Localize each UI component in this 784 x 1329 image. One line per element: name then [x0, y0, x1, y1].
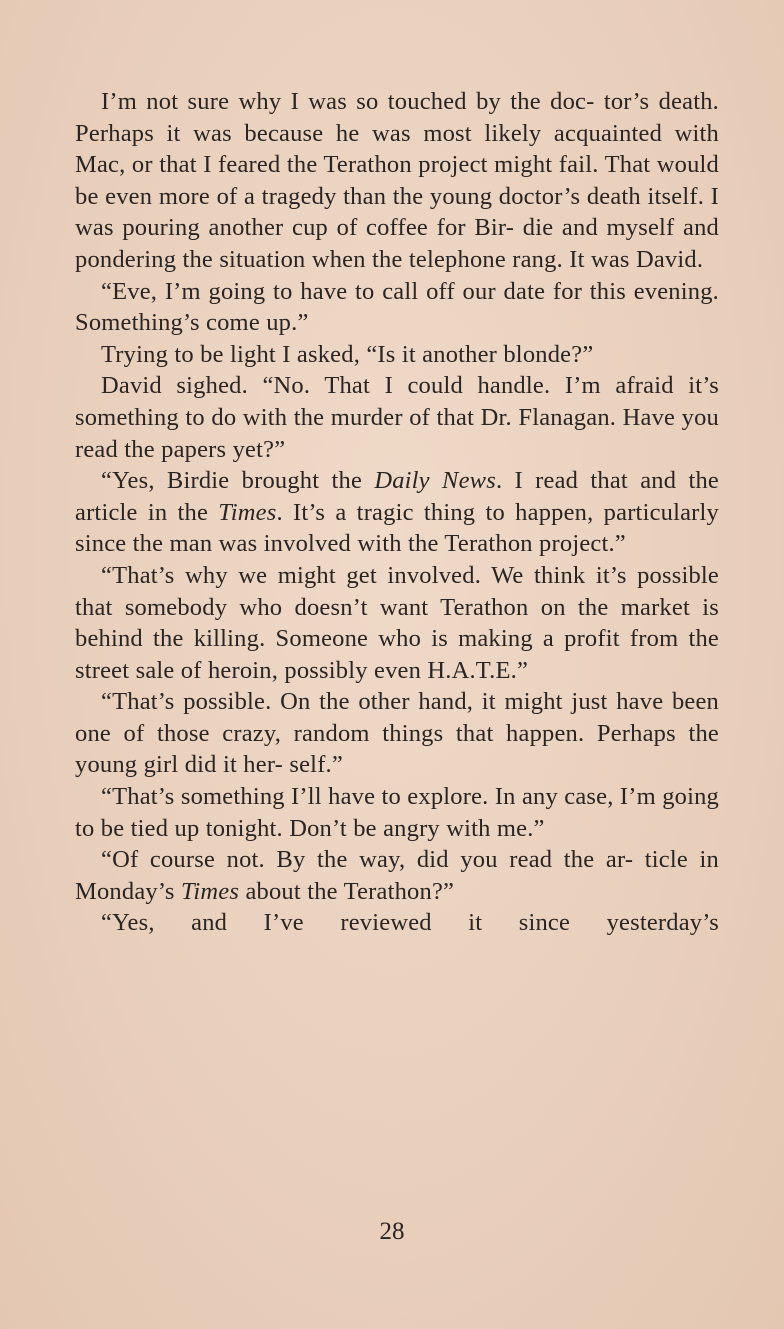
line: “That’s possible. On the other hand, it might: [101, 688, 572, 716]
line: “That’s why we might get involved. We think: [101, 561, 596, 589]
line: the telephone rang. It was David.: [372, 245, 704, 273]
line: Trying to be light I asked, “Is it another: [101, 340, 504, 368]
line: I’m not sure why I was so touched by the doc-: [101, 88, 604, 115]
line: Dr. Flanagan. Have you read the papers yet?”: [75, 403, 719, 463]
line: afraid it’s something to do with the murder of that: [75, 372, 720, 431]
line: “That’s something I’ll have to explore. In any: [101, 783, 565, 811]
line: self.”: [289, 751, 343, 779]
line: case, I’m going to be tied up tonight. Don’t be: [75, 783, 719, 842]
line: Someone who is making a profit from the street: [75, 625, 719, 684]
paragraph-2: [75, 276, 719, 339]
paragraph-1: [75, 86, 719, 276]
line: it’s possible that somebody who doesn’t want: [75, 561, 719, 621]
paragraph-5: [75, 465, 719, 560]
page-number: 28: [379, 1218, 405, 1245]
line: involved with the Terathon project.”: [263, 530, 626, 558]
line: David sighed. “No. That I could handle. I’m: [101, 372, 616, 400]
line: itself. I was pouring another cup of coffee for Bir-: [75, 182, 719, 242]
line: “Yes, and I’ve reviewed it since yesterday’s: [101, 909, 719, 937]
paragraph-4: [75, 370, 719, 465]
line: likely acquainted with Mac, or that I feared the: [75, 119, 719, 179]
body-text: [75, 86, 719, 939]
line: “Eve, I’m going to have to call off our date for: [101, 277, 590, 305]
paragraph-3: [75, 339, 719, 371]
paragraph-6: [75, 560, 719, 686]
line: thing to happen, particularly since the man was: [75, 498, 719, 558]
paragraph-8: [75, 781, 719, 844]
line: die and myself and pondering the situation when: [75, 214, 719, 273]
line: Terathon project might fail. That would be even: [75, 151, 720, 210]
line: tor’s death. Perhaps it was because he was most: [75, 88, 719, 147]
line: just have been one of those crazy, random things: [75, 688, 719, 747]
paragraph-7: [75, 686, 719, 781]
line: ticle in Monday’s Times about the Terathon?”: [75, 846, 720, 905]
line: more of a tragedy than the young doctor’s death: [158, 182, 648, 210]
paragraph-9: [75, 844, 719, 907]
line: angry with me.”: [383, 814, 545, 842]
line: that and the article in the Times. It’s a tragic: [75, 467, 719, 526]
line: that happen. Perhaps the young girl did it her-: [75, 719, 719, 779]
line: “Of course not. By the way, did you read the ar-: [101, 846, 645, 874]
paragraph-10: [75, 907, 719, 939]
line: blonde?”: [503, 340, 594, 368]
line: sale of heroin, possibly even H.A.T.E.”: [135, 656, 529, 684]
line: “Yes, Birdie brought the Daily News. I read: [101, 467, 591, 495]
line: Terathon on the market is behind the killing.: [75, 593, 719, 653]
line: this evening. Something’s come up.”: [75, 277, 719, 337]
